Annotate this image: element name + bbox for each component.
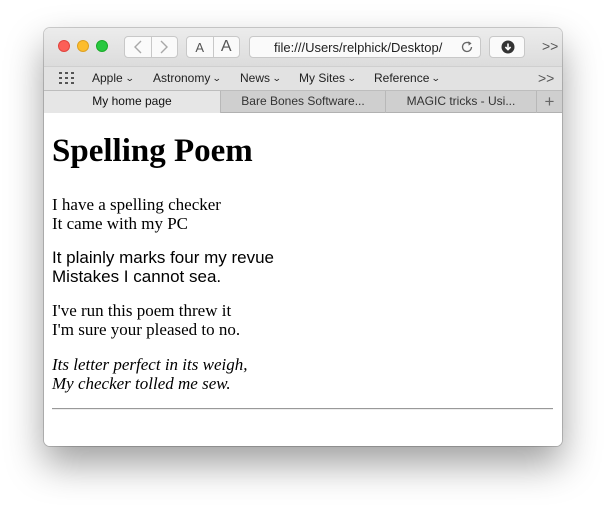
chevron-down-icon: ⌄ [271,73,282,83]
chevron-down-icon: ⌄ [124,73,135,83]
poem-line: I'm sure your pleased to no. [52,320,241,339]
toolbar [44,28,562,66]
tab-bar [44,90,562,113]
toolbar-overflow-button[interactable]: >> [542,38,559,54]
close-window-button[interactable] [58,40,70,52]
poem-line: It came with my PC [52,214,188,233]
chevron-right-icon [160,40,168,54]
bookmark-astronomy[interactable] [153,71,221,85]
chevron-down-icon: ⌄ [431,73,442,83]
tab-magic-tricks[interactable] [386,91,537,113]
bookmark-my-sites[interactable] [299,71,356,85]
stanza [52,248,274,286]
browser-window [44,28,562,446]
poem-line: It plainly marks four my revue [52,248,275,267]
navigation-buttons [124,36,178,58]
tab-label: My home page [92,94,172,108]
increase-text-size-button[interactable]: A [213,37,240,57]
poem-line: Its letter perfect in its weigh, [52,355,248,374]
horizontal-rule [52,408,553,410]
stanza [52,195,221,233]
bookmark-apple[interactable] [92,71,133,85]
forward-button[interactable] [151,37,178,57]
chevron-down-icon: ⌄ [346,73,357,83]
bookmark-news[interactable] [240,71,281,85]
favorites-overflow-button[interactable]: >> [538,70,555,86]
poem-line: I have a spelling checker [52,195,221,214]
chevron-down-icon: ⌄ [212,73,223,83]
bookmark-label: News [240,71,271,85]
poem-line: Mistakes I cannot sea. [52,267,222,286]
poem-line: I've run this poem threw it [52,301,232,320]
page-title: Spelling Poem [52,133,253,169]
tab-bare-bones-software[interactable] [221,91,386,113]
page-content [44,113,562,446]
zoom-window-button[interactable] [96,40,108,52]
tab-label: Bare Bones Software... [241,94,365,108]
minimize-window-button[interactable] [77,40,89,52]
bookmark-label: Reference [374,71,430,85]
url-text: file:///Users/relphick/Desktop/ [274,40,443,55]
downloads-button[interactable] [489,36,525,58]
chevron-left-icon [134,40,142,54]
reload-icon[interactable] [460,40,474,54]
bookmark-label: My Sites [299,71,346,85]
grid-icon[interactable] [59,72,75,84]
tab-my-home-page[interactable] [44,91,221,113]
download-icon [501,40,515,54]
poem-line: My checker tolled me sew. [52,374,231,393]
bookmark-label: Astronomy [153,71,211,85]
bookmark-reference[interactable] [374,71,440,85]
back-button[interactable] [125,37,151,57]
decrease-text-size-button[interactable]: A [195,39,205,55]
favorites-bar [44,66,562,90]
tab-label: MAGIC tricks - Usi... [406,94,516,108]
new-tab-button[interactable]: + [544,92,555,111]
stanza [52,355,247,393]
stanza [52,301,240,339]
address-bar[interactable] [249,36,481,58]
text-size-buttons [186,36,240,58]
bookmark-label: Apple [92,71,123,85]
